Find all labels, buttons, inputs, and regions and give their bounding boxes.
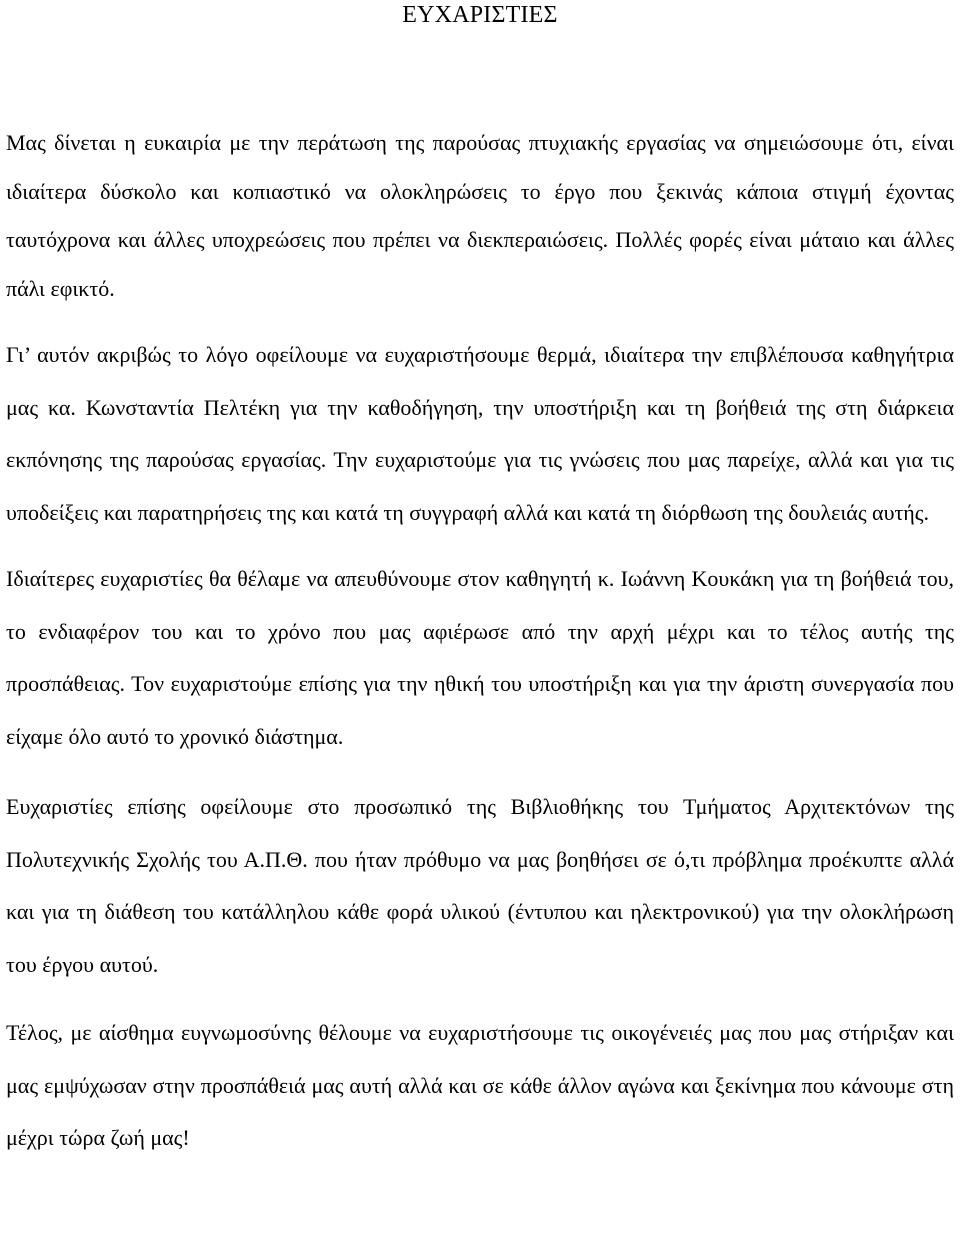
paragraph-intro: Μας δίνεται η ευκαιρία με την περάτωση της παρούσας πτυχιακής εργασίας να σημειώσουμε ότι, είναι ιδιαίτερα δύσκολο και κοπιαστικό να ολοκληρώσεις το έργο που ξεκινάς κάποια στιγμή έχοντας ταυτόχρονα και άλλες υποχρεώσεις που πρέπει να διεκπεραιώσεις. Πολλές φορές είναι μάταιο και άλλες πάλι εφικτό. [6,130,954,301]
paragraph-professor: Ιδιαίτερες ευχαριστίες θα θέλαμε να απευθύνουμε στον καθηγητή κ. Ιωάννη Κουκάκη για τη βοήθειά του, το ενδιαφέρον του και το χρόνο που μας αφιέρωσε από την αρχή μέχρι και το τέλος αυτής της προσπάθειας. Τον ευχαριστούμε επίσης για την ηθική του υποστήριξη και για την άριστη συνεργασία που είχαμε όλο αυτό το χρονικό διάστημα. [6,566,954,749]
paragraph-supervisor: Γι’ αυτόν ακριβώς το λόγο οφείλουμε να ευχαριστήσουμε θερμά, ιδιαίτερα την επιβλέπουσα καθηγήτρια μας κα. Κωνσταντία Πελτέκη για την καθοδήγηση, την υποστήριξη και τη βοήθειά της στη διάρκεια εκπόνησης της παρούσας εργασίας. Την ευχαριστούμε για τις γνώσεις που μας παρείχε, αλλά και για τις υποδείξεις και παρατηρήσεις της και κατά τη συγγραφή αλλά και κατά τη διόρθωση της δουλειάς αυτής. [6,342,954,525]
paragraph-library: Ευχαριστίες επίσης οφείλουμε στο προσωπικό της Βιβλιοθήκης του Τμήματος Αρχιτεκτόνων της Πολυτεχνικής Σχολής του Α.Π.Θ. που ήταν πρόθυμο να μας βοηθήσει σε ό,τι πρόβλημα προέκυπτε αλλά και για τη διάθεση του κατάλληλου κάθε φορά υλικού (έντυπου και ηλεκτρονικού) για την ολοκλήρωση του έργου αυτού. [6,794,954,977]
paragraph-family: Τέλος, με αίσθημα ευγνωμοσύνης θέλουμε να ευχαριστήσουμε τις οικογένειές μας που μας στήριξαν και μας εμψύχωσαν στην προσπάθειά μας αυτή αλλά και σε κάθε άλλον αγώνα και ξεκίνημα που κάνουμε στη μέχρι τώρα ζωή μας! [6,1020,954,1150]
page-title: ΕΥΧΑΡΙΣΤΙΕΣ [402,2,558,28]
document-page [6,0,954,1165]
